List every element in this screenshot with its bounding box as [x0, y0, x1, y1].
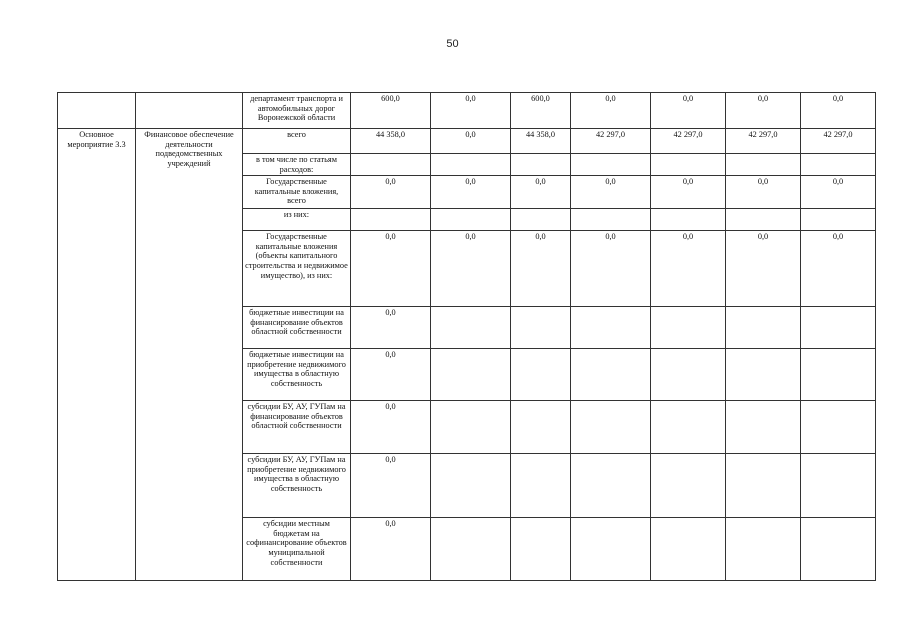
- value-cell: [726, 154, 801, 176]
- row-label: Государственные капитальные вложения (объекты капитального строительства и недвижимое имущество), из них:: [243, 231, 351, 307]
- value-cell: 42 297,0: [726, 129, 801, 154]
- value-cell: 600,0: [351, 93, 431, 129]
- value-cell: 0,0: [431, 129, 511, 154]
- value-cell: [571, 154, 651, 176]
- value-cell: 0,0: [571, 231, 651, 307]
- budget-table: [57, 92, 876, 581]
- value-cell: [511, 401, 571, 454]
- value-cell: 0,0: [351, 454, 431, 518]
- value-cell: [571, 401, 651, 454]
- value-cell: [511, 154, 571, 176]
- page-number: 50: [446, 38, 459, 50]
- value-cell: [801, 154, 876, 176]
- value-cell: 0,0: [511, 231, 571, 307]
- value-cell: [571, 307, 651, 349]
- value-cell: 0,0: [351, 518, 431, 581]
- row-label: субсидии БУ, АУ, ГУПам на финансирование объектов областной собственности: [243, 401, 351, 454]
- value-cell: 0,0: [571, 93, 651, 129]
- value-cell: [651, 154, 726, 176]
- value-cell: [726, 349, 801, 401]
- value-cell: [571, 209, 651, 231]
- value-cell: 0,0: [801, 176, 876, 209]
- value-cell: 0,0: [801, 93, 876, 129]
- value-cell: [351, 209, 431, 231]
- value-cell: [651, 307, 726, 349]
- value-cell: [726, 401, 801, 454]
- value-cell: 0,0: [651, 93, 726, 129]
- value-cell: [651, 349, 726, 401]
- value-cell: 0,0: [651, 231, 726, 307]
- value-cell: [511, 307, 571, 349]
- value-cell: [801, 209, 876, 231]
- value-cell: [431, 307, 511, 349]
- value-cell: [431, 154, 511, 176]
- value-cell: 0,0: [431, 93, 511, 129]
- value-cell: 0,0: [726, 93, 801, 129]
- value-cell: [726, 307, 801, 349]
- value-cell: [511, 209, 571, 231]
- value-cell: [431, 401, 511, 454]
- row-label: субсидии БУ, АУ, ГУПам на приобретение недвижимого имущества в областную собственность: [243, 454, 351, 518]
- value-cell: 42 297,0: [571, 129, 651, 154]
- value-cell: [651, 518, 726, 581]
- value-cell: [651, 454, 726, 518]
- value-cell: [726, 518, 801, 581]
- value-cell: [726, 209, 801, 231]
- value-cell: 0,0: [651, 176, 726, 209]
- value-cell: [511, 518, 571, 581]
- empty-cell: [58, 93, 136, 129]
- value-cell: [726, 454, 801, 518]
- value-cell: [571, 454, 651, 518]
- value-cell: 0,0: [431, 231, 511, 307]
- value-cell: 0,0: [801, 231, 876, 307]
- row-label: департамент транспорта и автомобильных дорог Воронежской области: [243, 93, 351, 129]
- value-cell: 0,0: [351, 231, 431, 307]
- value-cell: [801, 454, 876, 518]
- table-row: [58, 93, 876, 129]
- value-cell: 0,0: [351, 349, 431, 401]
- row-label: бюджетные инвестиции на финансирование объектов областной собственности: [243, 307, 351, 349]
- value-cell: 0,0: [726, 231, 801, 307]
- value-cell: [511, 349, 571, 401]
- value-cell: [651, 209, 726, 231]
- value-cell: 42 297,0: [651, 129, 726, 154]
- value-cell: [431, 349, 511, 401]
- value-cell: [431, 209, 511, 231]
- value-cell: [431, 454, 511, 518]
- value-cell: 0,0: [571, 176, 651, 209]
- row-label: в том числе по статьям расходов:: [243, 154, 351, 176]
- value-cell: [801, 307, 876, 349]
- value-cell: [571, 518, 651, 581]
- value-cell: 44 358,0: [351, 129, 431, 154]
- row-label: бюджетные инвестиции на приобретение недвижимого имущества в областную собственность: [243, 349, 351, 401]
- value-cell: 0,0: [351, 307, 431, 349]
- value-cell: [571, 349, 651, 401]
- value-cell: [351, 154, 431, 176]
- value-cell: 0,0: [351, 176, 431, 209]
- value-cell: [651, 401, 726, 454]
- value-cell: 42 297,0: [801, 129, 876, 154]
- value-cell: 0,0: [431, 176, 511, 209]
- value-cell: [431, 518, 511, 581]
- value-cell: 600,0: [511, 93, 571, 129]
- row-label: субсидии местным бюджетам на софинансирование объектов муниципальной собственности: [243, 518, 351, 581]
- value-cell: 0,0: [511, 176, 571, 209]
- table-row: [58, 129, 876, 154]
- row-label: Государственные капитальные вложения, всего: [243, 176, 351, 209]
- value-cell: [801, 518, 876, 581]
- event-name: Основное мероприятие 3.3: [58, 129, 136, 581]
- row-label: из них:: [243, 209, 351, 231]
- value-cell: [801, 401, 876, 454]
- value-cell: 0,0: [351, 401, 431, 454]
- value-cell: [511, 454, 571, 518]
- event-title: Финансовое обеспечение деятельности подведомственных учреждений: [136, 129, 243, 581]
- value-cell: 44 358,0: [511, 129, 571, 154]
- value-cell: 0,0: [726, 176, 801, 209]
- row-label: всего: [243, 129, 351, 154]
- empty-cell: [136, 93, 243, 129]
- value-cell: [801, 349, 876, 401]
